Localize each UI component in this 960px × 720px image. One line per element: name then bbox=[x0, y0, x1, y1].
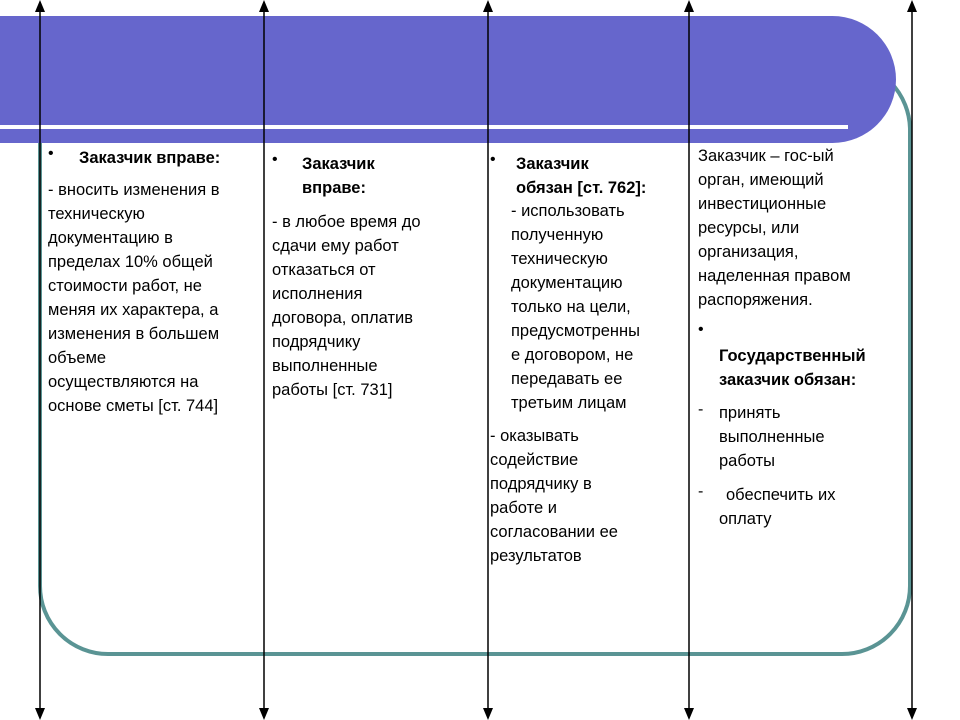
text-line: договора, оплатив bbox=[272, 309, 414, 327]
text-line: - в любое время до bbox=[272, 213, 421, 231]
text-line: инвестиционные bbox=[698, 195, 827, 213]
text-line: работы [ст. 731] bbox=[272, 381, 393, 399]
text-line: третьим лицам bbox=[511, 394, 627, 412]
dash: - bbox=[698, 401, 704, 418]
text-line: исполнения bbox=[272, 285, 363, 303]
text-line: орган, имеющий bbox=[698, 171, 824, 189]
bullet: • bbox=[48, 145, 54, 162]
banner-divider bbox=[0, 125, 848, 129]
text-line: документацию в bbox=[48, 229, 173, 247]
text-line: меняя их характера, а bbox=[48, 301, 219, 319]
text-line: результатов bbox=[490, 547, 582, 565]
column-divider-arrow bbox=[679, 0, 699, 720]
column-3-heading bbox=[516, 152, 646, 200]
text-line: изменения в большем bbox=[48, 325, 220, 343]
heading-line: Заказчик bbox=[516, 155, 589, 173]
text-line: пределах 10% общей bbox=[48, 253, 213, 271]
text-line: выполненные bbox=[272, 357, 378, 375]
column-divider-arrow bbox=[254, 0, 274, 720]
column-divider-arrow bbox=[30, 0, 50, 720]
text-line: обеспечить их bbox=[726, 486, 836, 504]
text-line: отказаться от bbox=[272, 261, 376, 279]
column-1-body bbox=[48, 178, 220, 418]
column-4-item-1 bbox=[719, 401, 825, 473]
column-divider-arrow bbox=[478, 0, 498, 720]
text-line: - использовать bbox=[511, 202, 625, 220]
column-4-heading bbox=[719, 344, 866, 392]
column-divider-arrow bbox=[902, 0, 922, 720]
heading-line: вправе: bbox=[302, 179, 366, 197]
text-line: подрядчику в bbox=[490, 475, 592, 493]
bullet: • bbox=[698, 321, 704, 338]
text-line: осуществляются на bbox=[48, 373, 199, 391]
heading: Заказчик вправе: bbox=[79, 149, 221, 167]
text-line: работы bbox=[719, 452, 776, 470]
text-line: техническую bbox=[511, 250, 608, 268]
text-line: Заказчик – гос-ый bbox=[698, 147, 834, 165]
heading-line: Заказчик bbox=[302, 155, 375, 173]
column-1-heading bbox=[79, 146, 220, 170]
text-line: - оказывать bbox=[490, 427, 579, 445]
text-line: основе сметы [ст. 744] bbox=[48, 397, 219, 415]
text-line: полученную bbox=[511, 226, 604, 244]
heading-line: обязан [ст. 762]: bbox=[516, 179, 647, 197]
text-line: только на цели, bbox=[511, 298, 631, 316]
bullet: • bbox=[272, 151, 278, 168]
text-line: объеме bbox=[48, 349, 107, 367]
column-3-body bbox=[511, 199, 640, 415]
column-2-heading bbox=[302, 152, 375, 200]
heading-line: заказчик обязан: bbox=[719, 371, 857, 389]
text-line: документацию bbox=[511, 274, 623, 292]
text-line: наделенная правом bbox=[698, 267, 851, 285]
column-2-body bbox=[272, 210, 421, 402]
text-line: техническую bbox=[48, 205, 145, 223]
text-line: - вносить изменения в bbox=[48, 181, 220, 199]
text-line: оплату bbox=[719, 510, 772, 528]
column-4-intro bbox=[698, 144, 851, 312]
text-line: передавать ее bbox=[511, 370, 623, 388]
text-line: выполненные bbox=[719, 428, 825, 446]
column-4-item-2 bbox=[726, 483, 835, 507]
heading-line: Государственный bbox=[719, 347, 866, 365]
text-line: содействие bbox=[490, 451, 579, 469]
dash: - bbox=[698, 483, 704, 500]
text-line: сдачи ему работ bbox=[272, 237, 399, 255]
text-line: распоряжения. bbox=[698, 291, 813, 309]
text-line: е договором, не bbox=[511, 346, 634, 364]
text-line: согласовании ее bbox=[490, 523, 618, 541]
title-banner bbox=[0, 16, 896, 143]
text-line: работе и bbox=[490, 499, 557, 517]
text-line: стоимости работ, не bbox=[48, 277, 202, 295]
bullet: • bbox=[490, 151, 496, 168]
text-line: организация, bbox=[698, 243, 799, 261]
column-3-body-2 bbox=[490, 424, 618, 568]
text-line: ресурсы, или bbox=[698, 219, 800, 237]
column-4-item-2-cont bbox=[719, 507, 772, 531]
text-line: принять bbox=[719, 404, 781, 422]
text-line: подрядчику bbox=[272, 333, 361, 351]
text-line: предусмотренны bbox=[511, 322, 641, 340]
